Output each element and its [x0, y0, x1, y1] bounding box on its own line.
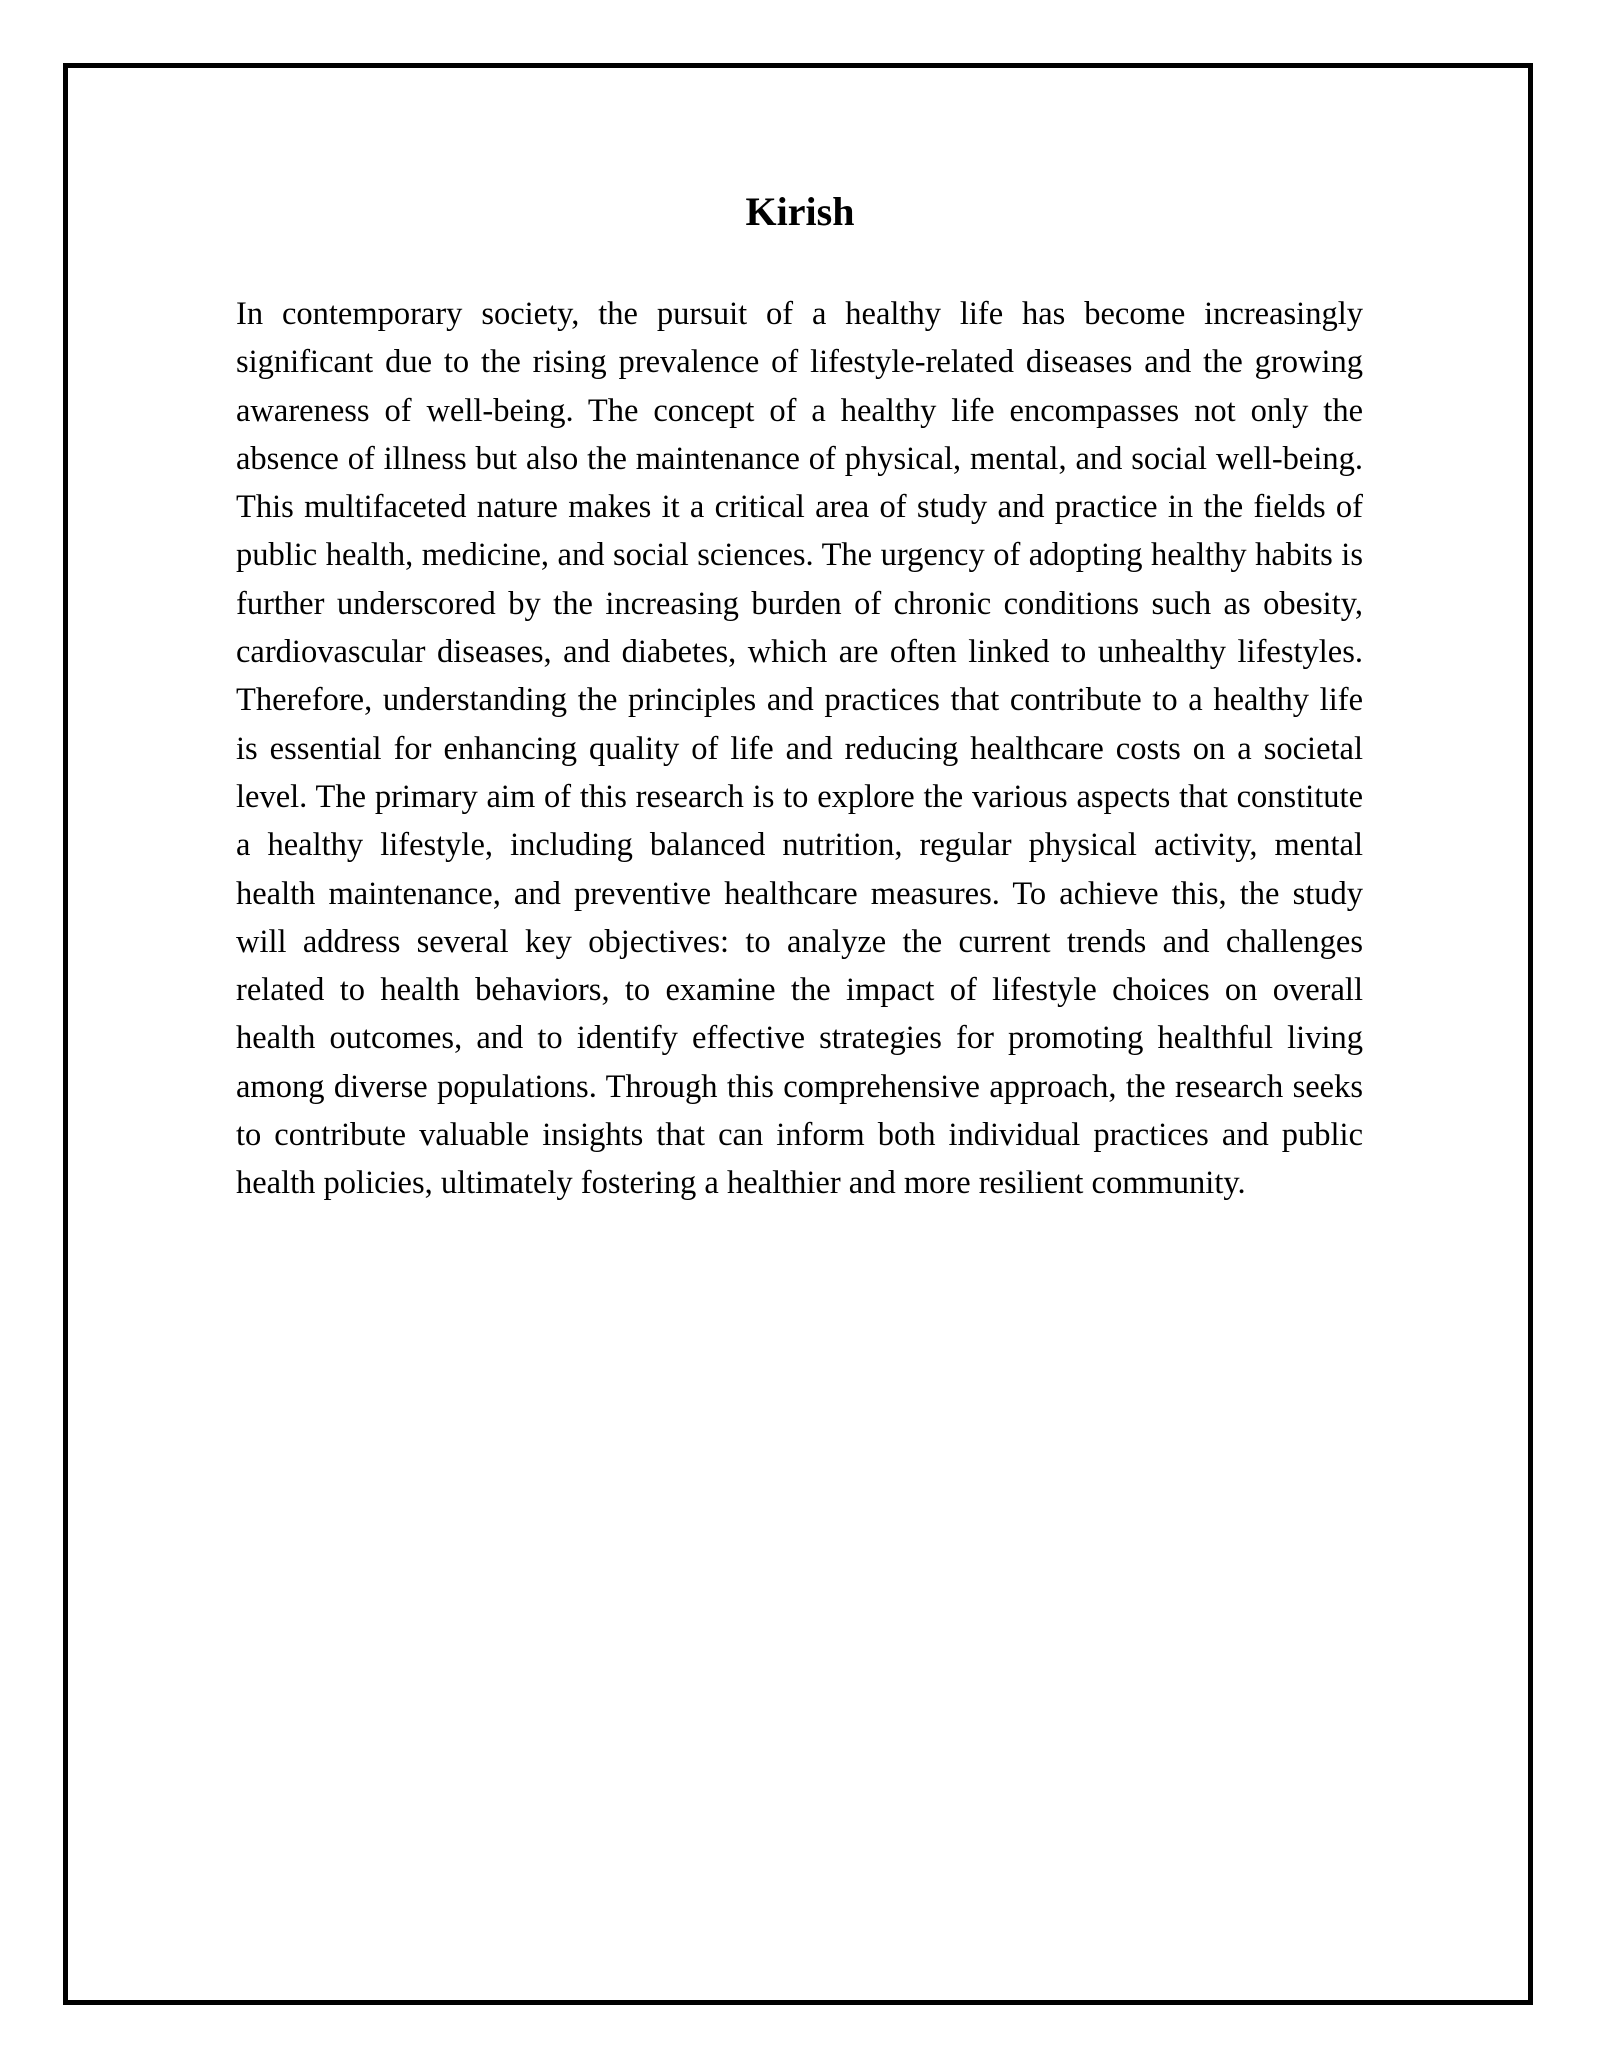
- body-paragraph: In contemporary society, the pursuit of a healthy life has become increasingly significant due to the rising prevalence of lifestyle-related diseases and the growing awareness of well-being. The concept of a healthy life encompasses not only the absence of illness but also the maintenance of physical, mental, and social well-being. This multifaceted nature makes it a critical area of study and practice in the fields of public health, medicine, and social sciences. The urgency of adopting healthy habits is further underscored by the increasing burden of chronic conditions such as obesity, cardiovascular diseases, and diabetes, which are often linked to unhealthy lifestyles. Therefore, understanding the principles and practices that contribute to a healthy life is essential for enhancing quality of life and reducing healthcare costs on a societal level. The primary aim of this research is to explore the various aspects that constitute a healthy lifestyle, including balanced nutrition, regular physical activity, mental health maintenance, and preventive healthcare measures. To achieve this, the study will address several key objectives: to analyze the current trends and challenges related to health behaviors, to examine the impact of lifestyle choices on overall health outcomes, and to identify effective strategies for promoting healthful living among diverse populations. Through this comprehensive approach, the research seeks to contribute valuable insights that can inform both individual practices and public health policies, ultimately fostering a healthier and more resilient community.: [236, 296, 1363, 1202]
- page-title: Kirish: [745, 189, 855, 234]
